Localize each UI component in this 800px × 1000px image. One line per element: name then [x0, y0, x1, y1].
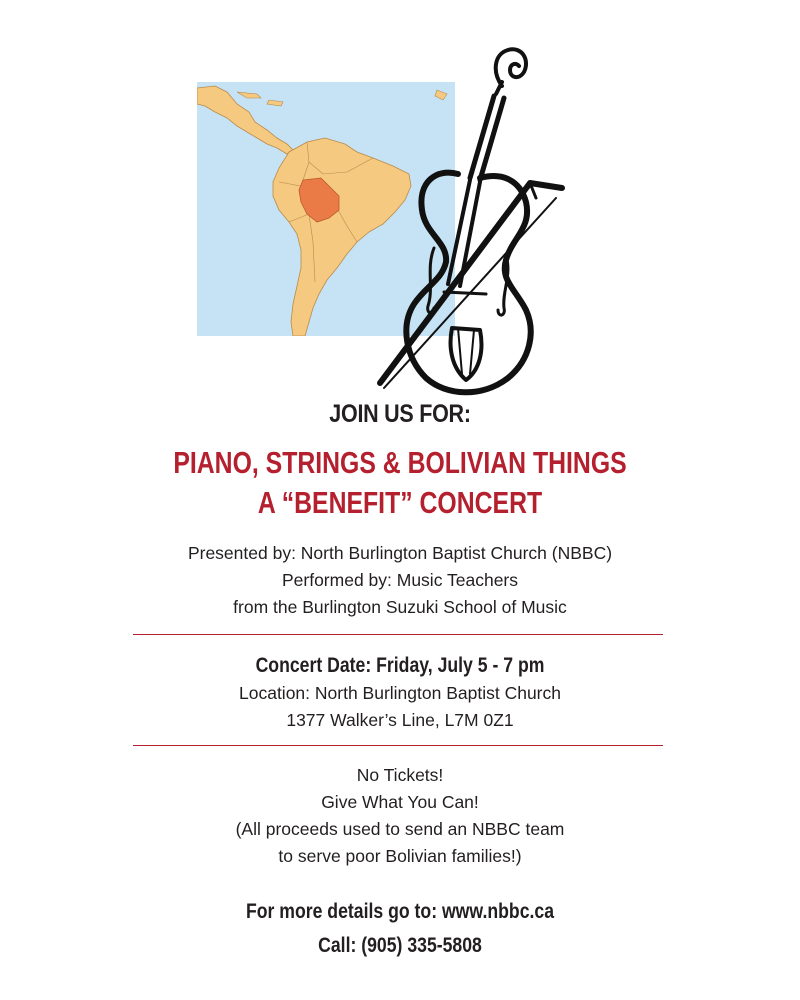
- tickets-text: No Tickets!: [356, 765, 444, 785]
- intro-heading: JOIN US FOR:: [329, 400, 471, 428]
- concert-date: Concert Date: Friday, July 5 - 7 pm: [255, 654, 545, 677]
- divider: [133, 634, 663, 635]
- performed-by-text: Performed by: Music Teachers: [281, 570, 519, 590]
- donation-text: Give What You Can!: [321, 792, 479, 812]
- violin-with-bow-icon: [330, 38, 570, 400]
- school-text: from the Burlington Suzuki School of Music: [233, 597, 567, 617]
- proceeds-text-line1: (All proceeds used to send an NBBC team: [235, 819, 565, 839]
- details-website: For more details go to: www.nbbc.ca: [245, 900, 555, 923]
- proceeds-text-line2: to serve poor Bolivian families!): [278, 846, 522, 866]
- event-title-line2: A “BENEFIT” CONCERT: [257, 485, 543, 520]
- address-text: 1377 Walker’s Line, L7M 0Z1: [286, 710, 514, 730]
- illustration-area: [0, 0, 800, 400]
- location-text: Location: North Burlington Baptist Church: [239, 683, 561, 703]
- presented-by-text: Presented by: North Burlington Baptist Church (NBBC): [187, 543, 613, 563]
- divider: [133, 745, 663, 746]
- contact-phone: Call: (905) 335-5808: [318, 934, 482, 957]
- event-title-line1: PIANO, STRINGS & BOLIVIAN THINGS: [173, 445, 627, 480]
